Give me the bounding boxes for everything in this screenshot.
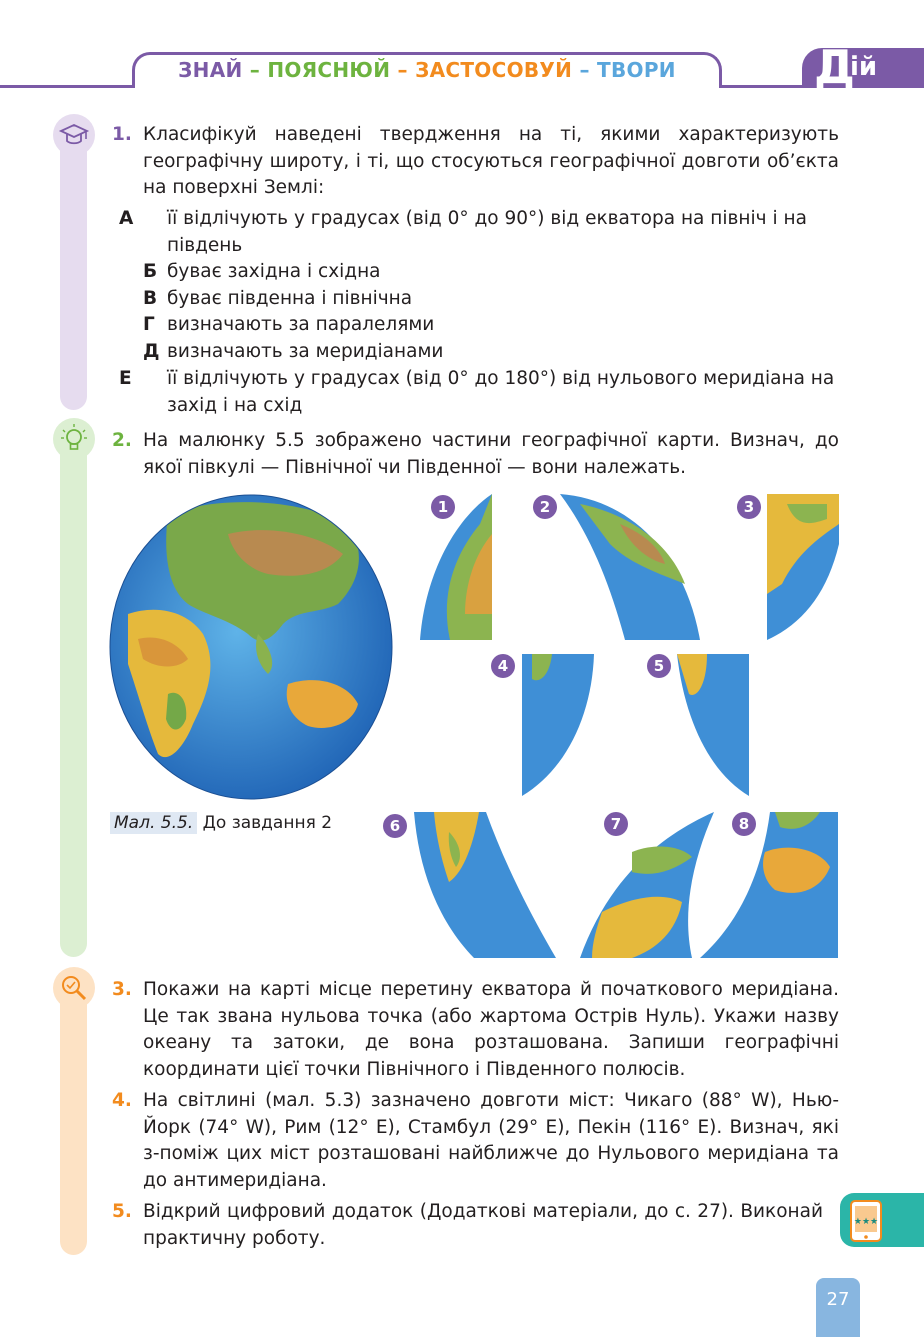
- header-motto: [132, 58, 722, 82]
- motto-explain: ПОЯСНЮЙ: [267, 58, 391, 82]
- fragment-number: 6: [383, 814, 407, 838]
- fragment-number: 1: [431, 495, 455, 519]
- sidebar-know: [60, 118, 87, 410]
- caption-text: До завдання 2: [202, 813, 333, 833]
- tab-text: ій: [850, 52, 878, 82]
- map-fragment-7: [572, 812, 714, 958]
- option-letter: Г: [143, 314, 155, 335]
- question-3-text: Покажи на карті місце перетину екватора й початкового меридіана. Це так звана нульова точка (або жартома Острів Нуль). Укажи назву океану та затоки, де вона розташована. Запиши географічні координати цієї точки Північного і Південного полюсів.: [143, 979, 839, 1080]
- motto-know: ЗНАЙ: [178, 58, 243, 82]
- map-fragment-1: [420, 494, 492, 640]
- option-text: визначають за меридіанами: [167, 341, 444, 362]
- fragment-number: 2: [533, 495, 557, 519]
- digital-app-link[interactable]: [840, 1193, 924, 1247]
- tablet-icon: [840, 1193, 924, 1247]
- map-fragment-8: [700, 812, 838, 958]
- map-fragment-6: [414, 812, 556, 958]
- option-text: її відлічують у градусах (від 0° до 90°) від екватора на північ і на південь: [167, 208, 807, 256]
- option-e: [143, 339, 839, 366]
- option-letter: Б: [143, 261, 158, 282]
- option-d: [143, 312, 839, 339]
- fragment-number: 4: [491, 654, 515, 678]
- option-c: [143, 286, 839, 313]
- option-letter: А: [119, 208, 134, 229]
- option-letter: Д: [143, 341, 160, 362]
- motto-dash: –: [249, 58, 261, 82]
- question-5-text: Відкрий цифровий додаток (Додаткові матеріали, до с. 27). Виконай практичну роботу.: [143, 1201, 823, 1249]
- motto-create: ТВОРИ: [597, 58, 676, 82]
- caption-label: Мал. 5.5.: [110, 812, 197, 834]
- tab-letter: Д: [814, 40, 855, 94]
- motto-dash: –: [397, 58, 408, 82]
- option-a: [119, 206, 863, 259]
- option-letter: Е: [119, 368, 132, 389]
- option-f: [119, 366, 863, 419]
- option-text: буває західна і східна: [167, 261, 381, 282]
- question-4-text: На світлині (мал. 5.3) зазначено довготи міст: Чикаго (88° W), Нью-Йорк (74° W), Рим (12° E), Стамбул (29° E), Пекін (116° E). Визнач, які з-поміж цих міст розташовані найближче до Нульового меридіана та до антимеридіана.: [143, 1090, 839, 1191]
- question-number: 5.: [112, 1201, 132, 1222]
- option-text: буває південна і північна: [167, 288, 413, 309]
- figure-caption: [110, 813, 332, 833]
- map-fragment-4: [522, 654, 594, 796]
- svg-text:★★★: ★★★: [853, 1217, 879, 1227]
- option-letter: В: [143, 288, 158, 309]
- question-number: 4.: [112, 1090, 132, 1111]
- sidebar-explain: [60, 420, 87, 957]
- map-fragment-5: [677, 654, 749, 796]
- question-1-text: Класифікуй наведені твердження на ті, якими характеризують географічну широту, і ті, що стосуються географічної довготи об’єкта на поверхні Землі:: [143, 124, 839, 198]
- option-text: її відлічують у градусах (від 0° до 180°) від нульового меридіана на захід і на схід: [167, 368, 835, 416]
- question-number: 1.: [112, 124, 132, 145]
- option-b: [143, 259, 839, 286]
- page-number: 27: [816, 1278, 860, 1337]
- lightbulb-icon: [53, 418, 95, 460]
- fragment-number: 8: [732, 812, 756, 836]
- section-tab-act: [802, 40, 924, 94]
- question-2-text: На малюнку 5.5 зображено частини географічної карти. Визнач, до якої півкулі — Північної чи Південної — вони належать.: [143, 430, 839, 478]
- option-text: визначають за паралелями: [167, 314, 435, 335]
- question-number: 2.: [112, 430, 132, 451]
- fragment-number: 5: [647, 654, 671, 678]
- sidebar-apply: [60, 970, 87, 1255]
- fragment-number: 7: [604, 812, 628, 836]
- graduation-cap-icon: [53, 114, 95, 156]
- fragment-number: 3: [737, 495, 761, 519]
- magnifier-icon: [53, 967, 95, 1009]
- globe-image: [108, 494, 394, 800]
- motto-dash: –: [579, 58, 590, 82]
- question-number: 3.: [112, 979, 132, 1000]
- motto-apply: ЗАСТОСОВУЙ: [415, 58, 573, 82]
- map-fragment-3: [767, 494, 839, 640]
- map-fragment-2: [560, 494, 700, 640]
